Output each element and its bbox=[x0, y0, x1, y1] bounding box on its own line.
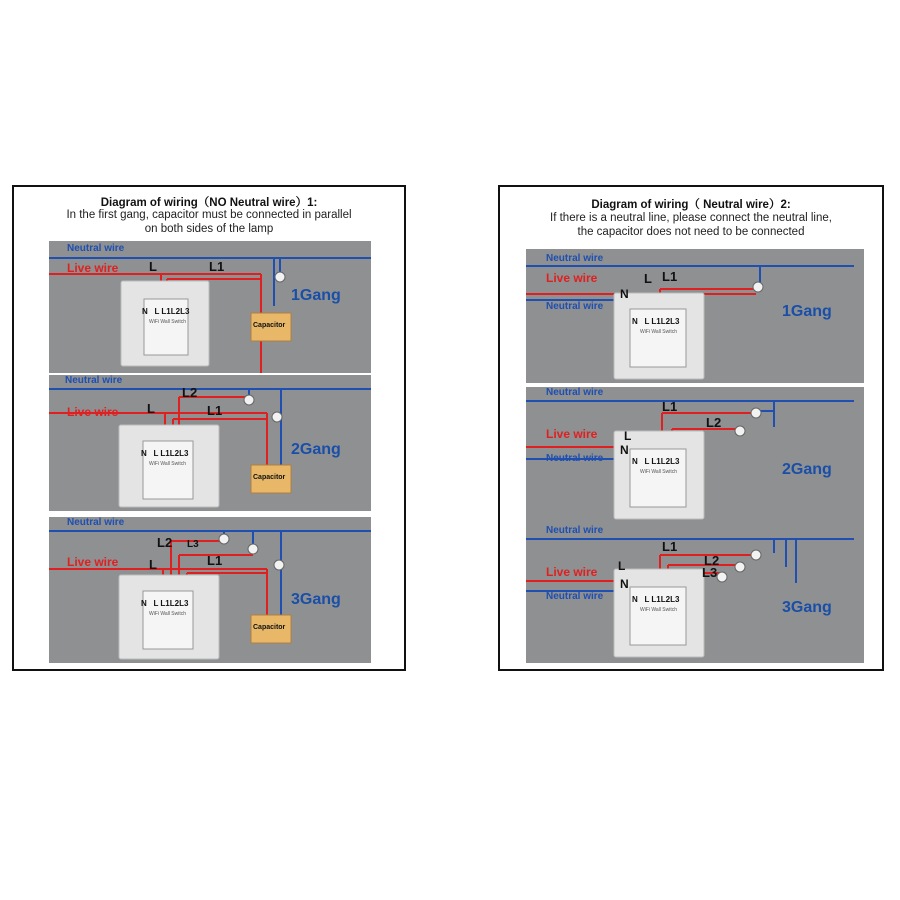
neutral-wire-label: Neutral wire bbox=[67, 517, 125, 528]
live-wire-label: Live wire bbox=[67, 261, 119, 275]
wire-label-l3: L3 bbox=[187, 539, 199, 550]
live-wire-label: Live wire bbox=[67, 555, 119, 569]
left-1gang-diagram bbox=[49, 241, 371, 373]
wire-label-l1: L1 bbox=[209, 259, 225, 274]
capacitor-label: Capacitor bbox=[253, 474, 286, 481]
live-wire-label: Live wire bbox=[546, 271, 598, 285]
wire-label-l1: L1 bbox=[207, 553, 223, 568]
wire-label-l: L bbox=[149, 557, 157, 572]
terminal-labels: N L L1L2L3 bbox=[141, 599, 189, 608]
neutral-wire-label-2: Neutral wire bbox=[546, 453, 604, 464]
neutral-wire-label-2: Neutral wire bbox=[546, 301, 604, 312]
terminal-labels: N L L1L2L3 bbox=[632, 457, 680, 466]
terminal-labels: N L L1L2L3 bbox=[632, 317, 680, 326]
wire-label-l: L bbox=[149, 259, 157, 274]
right-panel-title: Diagram of wiring（ Neutral wire）2: bbox=[591, 199, 791, 211]
wire-label-l: L bbox=[624, 429, 632, 443]
wire-label-n: N bbox=[620, 443, 629, 457]
gang-label: 3Gang bbox=[291, 591, 341, 608]
neutral-wire-label: Neutral wire bbox=[65, 375, 123, 386]
left-panel-title: Diagram of wiring（NO Neutral wire）1: bbox=[100, 197, 318, 209]
wire-label-l1: L1 bbox=[207, 403, 223, 418]
right-wiring-panel bbox=[498, 185, 884, 671]
neutral-wire-label: Neutral wire bbox=[67, 243, 125, 254]
device-name: WiFi Wall Switch bbox=[149, 611, 187, 617]
left-2gang-diagram bbox=[49, 375, 371, 511]
left-panel-subtitle-1: In the first gang, capacitor must be connected in parallel bbox=[66, 209, 352, 221]
gang-label: 2Gang bbox=[782, 461, 832, 478]
left-3gang-diagram bbox=[49, 517, 371, 663]
gang-label: 3Gang bbox=[782, 599, 832, 616]
neutral-wire-label: Neutral wire bbox=[546, 525, 604, 536]
right-2gang-diagram bbox=[526, 387, 864, 525]
device-name: WiFi Wall Switch bbox=[640, 329, 678, 335]
left-wiring-panel bbox=[12, 185, 406, 671]
wire-label-l2: L2 bbox=[157, 535, 173, 550]
live-wire-label: Live wire bbox=[67, 405, 119, 419]
device-name: WiFi Wall Switch bbox=[149, 319, 187, 325]
capacitor-label: Capacitor bbox=[253, 322, 286, 329]
terminal-labels: N L L1L2L3 bbox=[142, 307, 190, 316]
live-wire-label: Live wire bbox=[546, 427, 598, 441]
device-name: WiFi Wall Switch bbox=[640, 607, 678, 613]
wire-label-l1: L1 bbox=[662, 539, 678, 554]
terminal-labels: N L L1L2L3 bbox=[141, 449, 189, 458]
gang-label: 2Gang bbox=[291, 441, 341, 458]
wire-label-l1: L1 bbox=[662, 269, 678, 284]
capacitor-label: Capacitor bbox=[253, 624, 286, 631]
device-name: WiFi Wall Switch bbox=[640, 469, 678, 475]
device-name: WiFi Wall Switch bbox=[149, 461, 187, 467]
wire-label-n: N bbox=[620, 577, 629, 591]
wire-label-l: L bbox=[618, 559, 626, 573]
wire-label-l2: L2 bbox=[182, 385, 198, 400]
wire-label-l1: L1 bbox=[662, 399, 678, 414]
wire-label-l2: L2 bbox=[704, 553, 720, 568]
gang-label: 1Gang bbox=[782, 303, 832, 320]
wire-label-l2: L2 bbox=[706, 415, 722, 430]
terminal-labels: N L L1L2L3 bbox=[632, 595, 680, 604]
neutral-wire-label: Neutral wire bbox=[546, 387, 604, 398]
right-3gang-diagram bbox=[526, 525, 864, 663]
left-panel-subtitle-2: on both sides of the lamp bbox=[144, 223, 274, 235]
wire-label-l3: L3 bbox=[702, 565, 718, 580]
wire-label-l: L bbox=[147, 401, 155, 416]
wire-label-l: L bbox=[644, 271, 652, 286]
neutral-wire-label: Neutral wire bbox=[546, 253, 604, 264]
wire-label-n: N bbox=[620, 287, 629, 301]
right-panel-subtitle-1: If there is a neutral line, please connect the neutral line, bbox=[550, 212, 832, 224]
neutral-wire-label-2: Neutral wire bbox=[546, 591, 604, 602]
live-wire-label: Live wire bbox=[546, 565, 598, 579]
gang-label: 1Gang bbox=[291, 287, 341, 304]
right-panel-subtitle-2: the capacitor does not need to be connected bbox=[577, 226, 805, 238]
right-1gang-diagram bbox=[526, 249, 864, 383]
